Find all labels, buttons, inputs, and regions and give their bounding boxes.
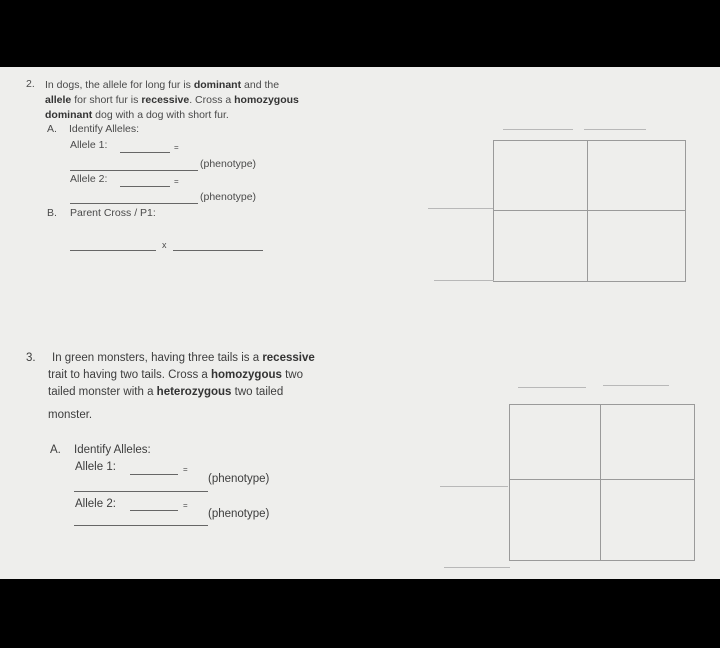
q2-number: 2. [26,78,35,90]
q2-punnett-square [493,140,686,282]
q2-parent1-blank[interactable] [70,250,156,251]
q3-punnett-square [509,404,695,561]
q2-line1: In dogs, the allele for long fur is dominant and the [45,79,280,91]
q3-allele2-blank[interactable] [130,510,178,511]
q3-allele1-blank[interactable] [130,474,178,475]
q2-cross-symbol: x [162,240,167,250]
q3-allele2-label: Allele 2: [75,498,116,510]
q2-punnett-vertical-divider [587,140,588,282]
q2-line3: dominant dog with a dog with short fur. [45,109,229,121]
q3-punnett-horizontal-divider [509,479,695,480]
q2-partA-heading: Identify Alleles: [69,123,140,135]
q3-punnett-vertical-divider [600,404,601,561]
q3-allele1-phenotype: (phenotype) [208,473,270,485]
q2-partB-heading: Parent Cross / P1: [70,207,156,219]
q3-line4: monster. [48,409,93,421]
q3-allele2-equals: = [183,501,188,510]
q3-number: 3. [26,352,36,364]
q2-allele2-equals: = [174,177,179,186]
q2-allele1-phenotype: (phenotype) [200,158,257,170]
q2-allele2-blank[interactable] [120,186,170,187]
q3-partA-heading: Identify Alleles: [74,444,151,456]
q3-punnett-side-label-line[interactable] [440,486,508,487]
q2-allele1-blank[interactable] [120,152,170,153]
q3-allele2-phenotype-blank[interactable] [74,525,208,526]
q2-allele2-phenotype-blank[interactable] [70,203,198,204]
q2-allele1-phenotype-blank[interactable] [70,170,198,171]
q3-partA-label: A. [50,444,61,456]
q2-partB-label: B. [47,207,57,219]
q3-allele1-label: Allele 1: [75,461,116,473]
q2-allele2-label: Allele 2: [70,173,108,185]
q2-punnett-top-label-line-2[interactable] [584,129,646,130]
q3-line2: trait to having two tails. Cross a homozygous two [48,369,303,381]
q2-punnett-top-label-line-1[interactable] [503,129,573,130]
q2-punnett-side-label-line[interactable] [428,208,493,209]
q3-allele1-equals: = [183,465,188,474]
worksheet-page [0,67,720,579]
q2-punnett-side-label-line-2[interactable] [434,280,494,281]
q2-partA-label: A. [47,123,57,135]
q3-allele2-phenotype: (phenotype) [208,508,270,520]
q3-punnett-top-label-line-1[interactable] [518,387,586,388]
q3-punnett-side-label-line-2[interactable] [444,567,510,568]
q2-line2: allele for short fur is recessive. Cross a homozygous [45,94,299,106]
q2-allele2-phenotype: (phenotype) [200,191,257,203]
q2-allele1-equals: = [174,143,179,152]
q3-punnett-top-label-line-2[interactable] [603,385,669,386]
q2-allele1-label: Allele 1: [70,139,108,151]
q3-allele1-phenotype-blank[interactable] [74,491,208,492]
q2-parent2-blank[interactable] [173,250,263,251]
q2-punnett-horizontal-divider [493,210,686,211]
q3-line1: In green monsters, having three tails is a recessive [52,352,315,364]
q3-line3: tailed monster with a heterozygous two tailed [48,386,284,398]
